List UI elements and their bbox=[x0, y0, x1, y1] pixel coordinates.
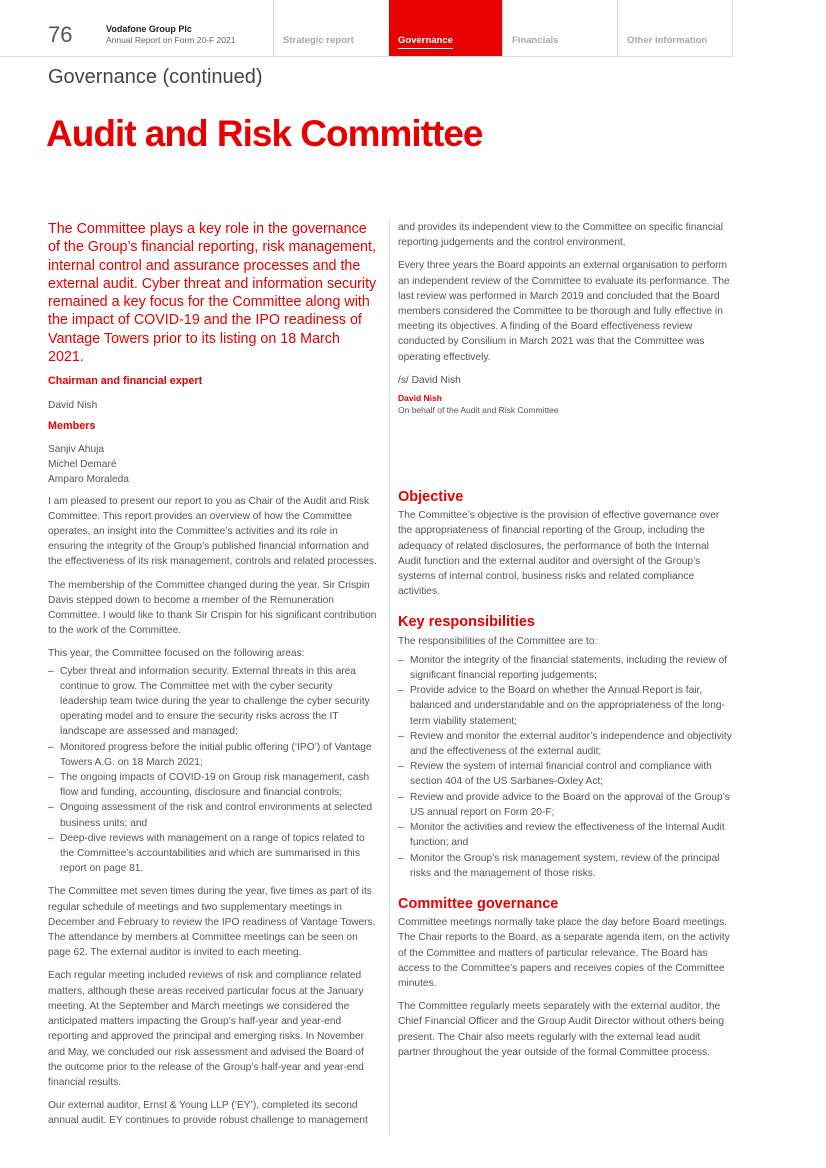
responsibilities-list bbox=[398, 653, 733, 881]
paragraph: The Committee met seven times during the year, five times as part of its regular schedule of meetings and two supplementary meetings in December and February to review the IPO readiness of Vantage Towers. The attendance by members at Committee meetings can be seen on page 62. The external auditor is invited to each meeting. bbox=[48, 886, 376, 959]
chair-name: David Nish bbox=[48, 399, 98, 411]
tab-governance[interactable]: Governance bbox=[389, 0, 502, 56]
member: Sanjiv Ahuja bbox=[48, 443, 105, 455]
paragraph: This year, the Committee focused on the following areas: bbox=[48, 648, 305, 660]
objective-heading: Objective bbox=[398, 489, 464, 506]
paragraph: The membership of the Committee changed during the year. Sir Crispin Davis stepped down to become a member of the Remuneration Committee. I would like to thank Sir Crispin for his significant contribution to the work of the Committee. bbox=[48, 579, 377, 637]
paragraph: Our external auditor, Ernst & Young LLP (‘EY’), completed its second annual audit. EY continues to provide robust challenge to management bbox=[48, 1100, 368, 1127]
signature-block bbox=[398, 392, 733, 416]
list-item: – Monitor the Group’s risk management system, review of the principal risks and the management of those risks. bbox=[398, 851, 733, 881]
column-divider bbox=[389, 220, 390, 1135]
list-item: – The ongoing impacts of COVID-19 on Group risk management, cash flow and funding, accounting, disclosure and financial controls; bbox=[48, 770, 378, 800]
section-label: Governance (continued) bbox=[48, 66, 263, 88]
list-item: – Cyber threat and information security. External threats in this area continue to grow. The Committee met with the cyber security leadership team twice during the year to challenge the cyber security operating model and to ensure the security risks across the IT landscape are assessed and managed; bbox=[48, 664, 378, 740]
members-heading: Members bbox=[48, 419, 96, 432]
signatory-name: David Nish bbox=[398, 393, 442, 404]
focus-list bbox=[48, 664, 378, 877]
chair-heading: Chairman and financial expert bbox=[48, 375, 203, 388]
members-list bbox=[48, 442, 378, 488]
governance-heading: Committee governance bbox=[398, 895, 559, 912]
page-title: Audit and Risk Committee bbox=[46, 113, 483, 154]
tab-other-information[interactable]: Other information bbox=[617, 0, 733, 56]
company-name: Vodafone Group Plc bbox=[106, 24, 192, 34]
list-item: – Provide advice to the Board on whether the Annual Report is fair, balanced and understandable and on the appropriateness of the long-term viability statement; bbox=[398, 683, 733, 729]
page-header bbox=[0, 0, 733, 57]
list-item: – Deep-dive reviews with management on a range of topics related to the Committee’s accountabilities and which are summarised in this report on page 81. bbox=[48, 831, 378, 877]
objective-text: The Committee’s objective is the provision of effective governance over the appropriateness of financial reporting of the Group, including the adequacy of related disclosures, the performance of both the Internal Audit function and the external auditor and oversight of the Group’s systems of internal control, business risks and related compliance activities. bbox=[398, 510, 720, 598]
report-subtitle: Annual Report on Form 20-F 2021 bbox=[106, 35, 236, 45]
responsibilities-heading: Key responsibilities bbox=[398, 614, 535, 631]
intro-statement: The Committee plays a key role in the governance of the Group’s financial reporting, risk management, internal control and assurance processes and the external audit. Cyber threat and information security remained a key focus for the Committee along with the impact of COVID-19 and the IPO readiness of Vantage Towers prior to its listing on 18 March 2021. bbox=[48, 221, 377, 366]
signatory-role: On behalf of the Audit and Risk Committee bbox=[398, 405, 559, 416]
tab-strategic-report[interactable]: Strategic report bbox=[273, 0, 389, 56]
member: Amparo Moraleda bbox=[48, 474, 129, 486]
paragraph: Committee meetings normally take place the day before Board meetings. The Chair reports to the Board, as a separate agenda item, on the activity of the Committee and matters of particular relevance. The Board has access to the Committee’s papers and receives copies of the Committee minutes. bbox=[398, 917, 730, 989]
page-number: 76 bbox=[48, 22, 73, 47]
list-item: – Monitor the integrity of the financial statements, including the review of significant financial reporting judgements; bbox=[398, 653, 733, 683]
paragraph: and provides its independent view to the Committee on specific financial reporting judgements and the control environment. bbox=[398, 222, 724, 249]
paragraph: Every three years the Board appoints an external organisation to perform an independent review of the Committee to evaluate its performance. The last review was performed in March 2019 and concluded that the Board members considered the Committee to be thorough and fully effective in meeting its objectives. A finding of the Board effectiveness review conducted by Consilium in March 2021 was that the Committee was operating effectively. bbox=[398, 260, 730, 363]
signature-line: /s/ David Nish bbox=[398, 374, 461, 386]
company-block bbox=[106, 24, 235, 46]
list-item: – Review and provide advice to the Board on the approval of the Group’s US annual report on Form 20-F; bbox=[398, 790, 733, 820]
responsibilities-intro: The responsibilities of the Committee are to: bbox=[398, 635, 598, 647]
list-item: – Review and monitor the external auditor’s independence and objectivity and the effectiveness of the external audit; bbox=[398, 729, 733, 759]
list-item: – Ongoing assessment of the risk and control environments at selected business units; and bbox=[48, 800, 378, 830]
list-item: – Review the system of internal financial control and compliance with section 404 of the US Sarbanes-Oxley Act; bbox=[398, 759, 733, 789]
paragraph: Each regular meeting included reviews of risk and compliance related matters, although these areas received particular focus at the January meeting. At the September and March meetings we considered the anticipated matters impacting the Group’s half-year and year-end reporting and approved the principal and emerging risks. In November and May, we concluded our risk assessment and advised the Board of the outcome prior to the release of the Group’s half-year and year-end financial results. bbox=[48, 970, 364, 1088]
list-item: – Monitor the activities and review the effectiveness of the Internal Audit function; and bbox=[398, 820, 733, 850]
tab-financials[interactable]: Financials bbox=[502, 0, 617, 56]
left-column bbox=[48, 220, 378, 1137]
paragraph: I am pleased to present our report to you as Chair of the Audit and Risk Committee. This report provides an overview of how the Committee operates, an insight into the Committee’s activities and its role in ensuring the integrity of the Group’s published financial information and the effectiveness of its risk management, controls and related processes. bbox=[48, 495, 377, 568]
list-item: – Monitored progress before the initial public offering (‘IPO’) of Vantage Towers A.G. on 18 March 2021; bbox=[48, 740, 378, 770]
right-column bbox=[398, 220, 733, 1068]
paragraph: The Committee regularly meets separately with the external auditor, the Chief Financial Officer and the Group Audit Director without others being present. The Chair also meets regularly with the external lead audit partner throughout the year outside of the formal Committee process. bbox=[398, 1001, 724, 1058]
member: Michel Demaré bbox=[48, 459, 117, 471]
